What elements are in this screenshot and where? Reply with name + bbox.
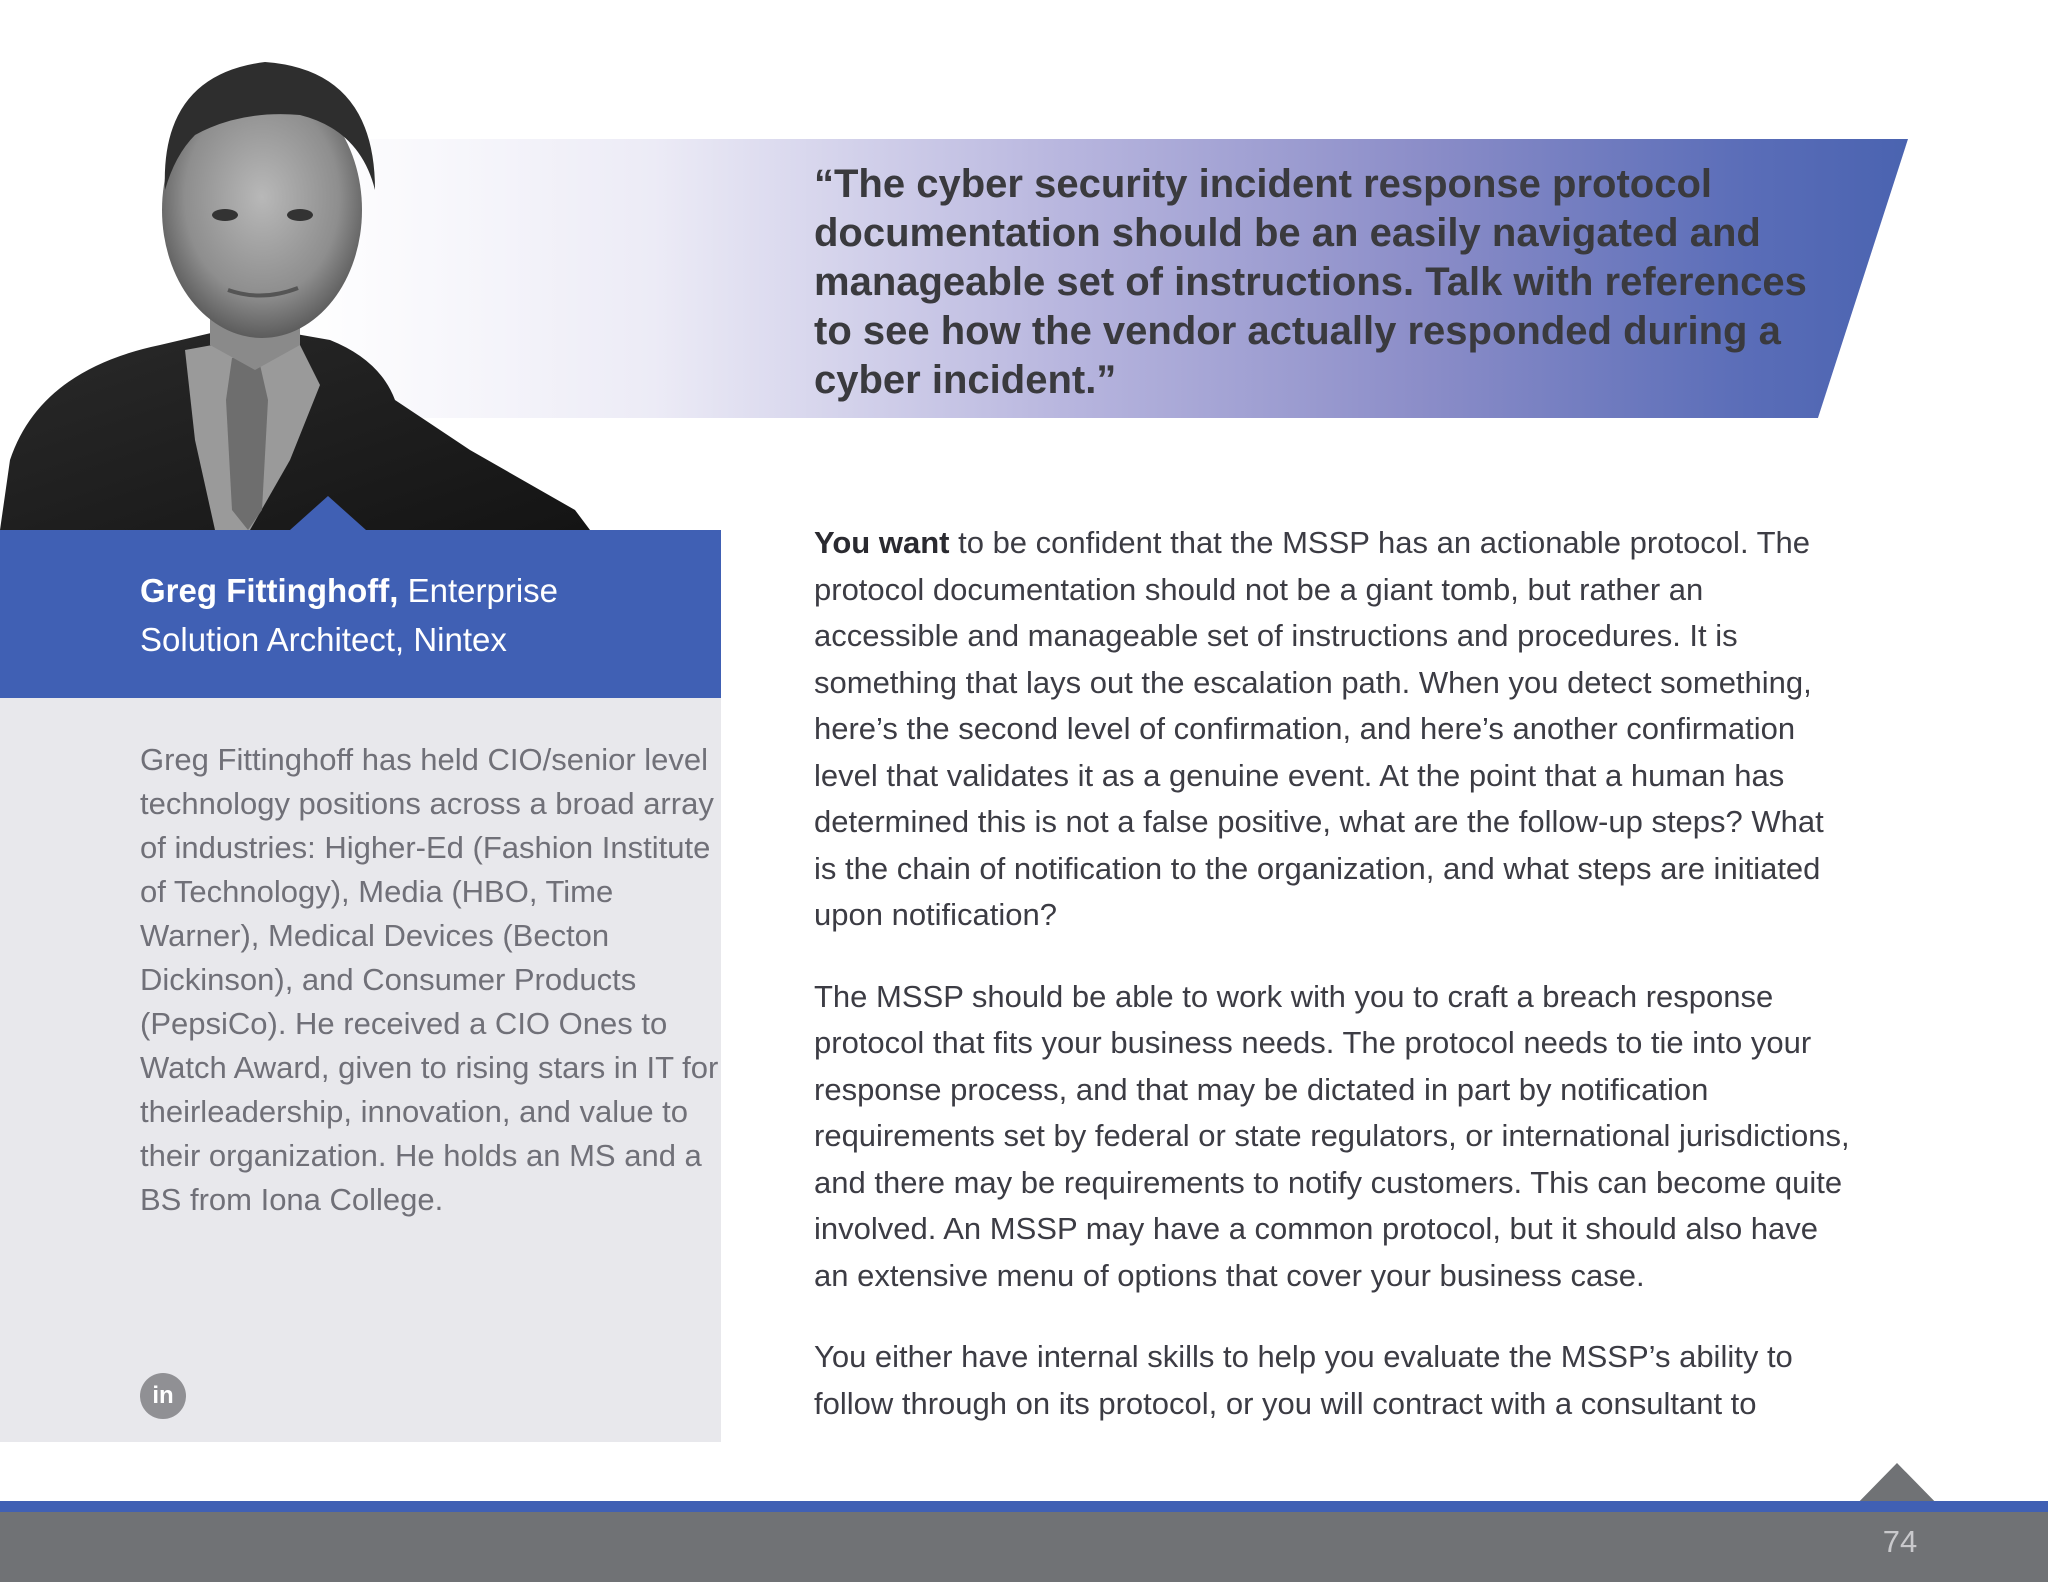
speaker-name-bold: Greg Fittinghoff,: [140, 572, 399, 609]
linkedin-icon[interactable]: [140, 1373, 186, 1419]
paragraph-1-text: to be confident that the MSSP has an actionable protocol. The protocol documentation should not be a giant tomb, but rather an accessible and manageable set of instructions and procedures. It is something that lays out the escalation path. When you detect something, here’s the second level of confirmation, and here’s another confirmation level that validates it as a genuine event. At the point that a human has determined this is not a false positive, what are the follow-up steps? What is the chain of notification to the organization, and what steps are initiated upon notification?: [814, 525, 1824, 932]
paragraph-2: The MSSP should be able to work with you to craft a breach response protocol that fits your business needs. The protocol needs to tie into your response process, and that may be dictated in part by notification requirements set by federal or state regulators, or international jurisdictions, and there may be requirements to notify customers. This can become quite involved. An MSSP may have a common protocol, but it should also have an extensive menu of options that cover your business case.: [814, 978, 1850, 1293]
footer-accent-line: [0, 1501, 2048, 1512]
portrait-photo: [0, 40, 590, 530]
paragraph-1: [814, 520, 1854, 939]
bio-text: Greg Fittinghoff has held CIO/senior level technology positions across a broad array of industries: Higher-Ed (Fashion Institute of Technology), Media (HBO, Time Warner), Medical Devices (Becton Dickinson), and Consumer Products (PepsiCo). He received a CIO Ones to Watch Award, given to rising stars in IT for theirleadership, innovation, and value to their organization. He holds an MS and a BS from Iona College.: [140, 742, 719, 1217]
paragraph-1-lead: You want: [814, 525, 950, 560]
pull-quote: “The cyber security incident response protocol documentation should be an easily navigated and manageable set of instructions. Talk with references to see how the vendor actually responded during a cyber incident.”: [814, 162, 1807, 402]
speaker-name: [140, 566, 680, 664]
footer-bar: [0, 1512, 2048, 1582]
paragraph-3: You either have internal skills to help you evaluate the MSSP’s ability to follow through on its protocol, or you will contract with a consultant to: [814, 1339, 1793, 1421]
name-pointer: [290, 496, 366, 530]
speaker-title: Enterprise Solution Architect, Nintex: [140, 572, 559, 658]
linkedin-label: in: [152, 1382, 174, 1409]
body-copy: [814, 520, 1854, 1462]
page-number: 74: [1882, 1524, 1918, 1559]
